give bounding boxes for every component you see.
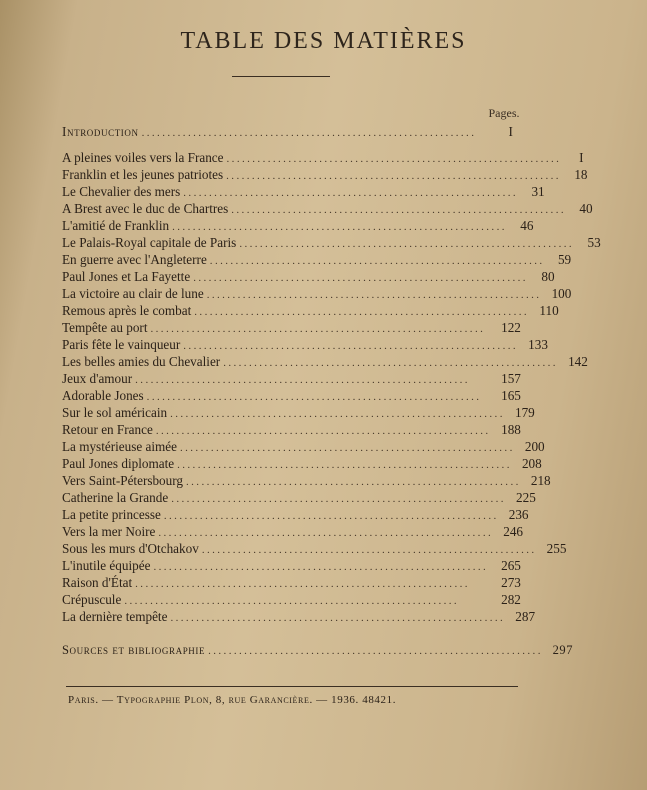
- toc-entry-title: Sous les murs d'Otchakov: [62, 541, 199, 556]
- toc-entry: [62, 574, 528, 591]
- toc-entry-page: 18: [574, 167, 588, 182]
- dot-leader: .................................................................: [183, 187, 519, 199]
- toc-entry-title: La victoire au clair de lune: [62, 286, 204, 301]
- dot-leader: .................................................................: [208, 645, 543, 657]
- toc-entry-page: 265: [501, 558, 521, 573]
- toc-entry-page: 142: [568, 354, 588, 369]
- toc-entry: [62, 183, 545, 200]
- dot-leader: .................................................................: [141, 127, 477, 139]
- toc-entry: [62, 557, 528, 574]
- toc-entry-title: Vers la mer Noire: [62, 524, 156, 539]
- toc-entry-page: 255: [546, 541, 567, 556]
- toc-entry-page: 53: [587, 235, 601, 250]
- dot-leader: .................................................................: [186, 476, 521, 488]
- toc-entry: [62, 455, 542, 472]
- toc-entry-title: L'inutile équipée: [62, 558, 151, 573]
- dot-leader: .................................................................: [206, 289, 542, 301]
- toc-entry-title: Vers Saint-Pétersbourg: [62, 473, 183, 488]
- toc-entry-page: 218: [530, 473, 551, 488]
- printer-imprint: Paris. — Typographie Plon, 8, rue Garancière. — 1936. 48421.: [68, 694, 397, 706]
- toc-entry-title: La petite princesse: [62, 507, 161, 522]
- toc-entry-page: 188: [501, 422, 521, 437]
- dot-leader: .................................................................: [209, 255, 545, 267]
- dot-leader: .................................................................: [163, 510, 499, 522]
- dot-leader: .................................................................: [231, 204, 566, 216]
- title-divider: [232, 76, 330, 77]
- toc-entry-title: Retour en France: [62, 422, 153, 437]
- toc-entry-page: 31: [531, 184, 545, 199]
- dot-leader: .................................................................: [135, 374, 470, 386]
- toc-entry-page: 110: [539, 303, 559, 318]
- dot-leader: .................................................................: [239, 238, 575, 250]
- toc-entry-title: Les belles amies du Chevalier: [62, 354, 221, 369]
- dot-leader: .................................................................: [194, 306, 530, 318]
- toc-entry-title: Le Chevalier des mers: [62, 184, 181, 199]
- dot-leader: .................................................................: [201, 544, 537, 556]
- toc-entry-title: Introduction: [62, 124, 139, 139]
- toc-entry-title: Paul Jones et La Fayette: [62, 269, 191, 284]
- toc-entry-title: Paul Jones diplomate: [62, 456, 175, 471]
- toc-entry-sources: [62, 642, 574, 659]
- toc-entry-title: Raison d'État: [62, 575, 133, 590]
- toc-entry: [62, 234, 601, 251]
- toc-entry-title: Adorable Jones: [62, 388, 144, 403]
- toc-entry-title: L'amitié de Franklin: [62, 218, 170, 233]
- toc-entry-page: 225: [516, 490, 536, 505]
- toc-entry-page: 100: [551, 286, 572, 301]
- toc-entry: [62, 319, 528, 336]
- toc-entry-page: 80: [541, 269, 555, 284]
- toc-entry-title: Sur le sol américain: [62, 405, 168, 420]
- dot-leader: .................................................................: [226, 153, 562, 165]
- toc-entry-title: A Brest avec le duc de Chartres: [62, 201, 229, 216]
- toc-entry: [62, 149, 584, 166]
- dot-leader: .................................................................: [193, 272, 528, 284]
- toc-entry-title: La mystérieuse aimée: [62, 439, 177, 454]
- toc-entry: [62, 336, 548, 353]
- toc-entry-page: 282: [501, 592, 521, 607]
- toc-entry-title: A pleines voiles vers la France: [62, 150, 224, 165]
- dot-leader: .................................................................: [223, 357, 558, 369]
- toc-entry-page: 122: [501, 320, 521, 335]
- toc-entry-page: 133: [528, 337, 548, 352]
- toc-entry: [62, 523, 528, 540]
- toc-entry: [62, 421, 528, 438]
- toc-entry-page: 165: [501, 388, 521, 403]
- toc-entry: [62, 489, 536, 506]
- toc-entry-page: 200: [524, 439, 545, 454]
- toc-entry: [62, 472, 551, 489]
- toc-entry: [62, 268, 555, 285]
- toc-entry: [62, 200, 593, 217]
- dot-leader: .................................................................: [170, 408, 505, 420]
- toc-entry-page: 59: [557, 252, 572, 267]
- toc-entry-introduction: [62, 123, 528, 140]
- toc-entry: [62, 506, 528, 523]
- toc-entry: [62, 251, 572, 268]
- toc-entry: [62, 438, 545, 455]
- toc-entry-page: 273: [501, 575, 521, 590]
- dot-leader: .................................................................: [124, 595, 460, 607]
- toc-entry-title: En guerre avec l'Angleterre: [62, 252, 207, 267]
- dot-leader: .................................................................: [172, 221, 507, 233]
- toc-entry-title: La dernière tempête: [62, 609, 168, 624]
- dot-leader: .................................................................: [171, 493, 506, 505]
- toc-entry-page: 287: [515, 609, 536, 624]
- toc-entry-title: Tempête au port: [62, 320, 148, 335]
- dot-leader: .................................................................: [177, 459, 512, 471]
- toc-entry: [62, 353, 588, 370]
- dot-leader: .................................................................: [170, 612, 506, 624]
- toc-entry: [62, 302, 559, 319]
- dot-leader: .................................................................: [153, 561, 489, 573]
- toc-entry-page: 40: [579, 201, 593, 216]
- toc-entry-title: Remous après le combat: [62, 303, 192, 318]
- dot-leader: .................................................................: [226, 170, 561, 182]
- dot-leader: .................................................................: [146, 391, 482, 403]
- toc-entry-page: 246: [503, 524, 524, 539]
- dot-leader: .................................................................: [179, 442, 515, 454]
- toc-entry: [62, 387, 528, 404]
- pages-column-header: Pages.: [488, 106, 520, 120]
- toc-entry: [62, 166, 588, 183]
- dot-leader: .................................................................: [155, 425, 491, 437]
- toc-entry-page: 236: [508, 507, 529, 522]
- toc-entry: [62, 608, 536, 625]
- toc-entry: [62, 404, 535, 421]
- toc-entry-page: 157: [501, 371, 521, 386]
- toc-entry-title: Paris fête le vainqueur: [62, 337, 181, 352]
- toc-entry-page: 179: [514, 405, 535, 420]
- toc-entry-title: Le Palais-Royal capitale de Paris: [62, 235, 237, 250]
- dot-leader: .................................................................: [135, 578, 470, 590]
- toc-entry-page: 297: [552, 643, 574, 657]
- toc-entry-title: Sources et bibliographie: [62, 643, 206, 657]
- toc-entry-title: Franklin et les jeunes patriotes: [62, 167, 224, 182]
- toc-entry-title: Catherine la Grande: [62, 490, 169, 505]
- dot-leader: .................................................................: [183, 340, 519, 352]
- toc-entry-page: 46: [520, 218, 534, 233]
- toc-entry-title: Jeux d'amour: [62, 371, 133, 386]
- toc-entry-title: Crépuscule: [62, 592, 122, 607]
- page-title: TABLE DES MATIÈRES: [180, 28, 467, 54]
- toc-entry-page: 208: [521, 456, 542, 471]
- toc-entry: [62, 285, 572, 302]
- dot-leader: .................................................................: [158, 527, 494, 539]
- footer-divider: [66, 686, 518, 687]
- toc-entry: [62, 217, 534, 234]
- toc-entry-page: I: [579, 150, 584, 165]
- dot-leader: .................................................................: [150, 323, 486, 335]
- toc-entry: [62, 540, 567, 557]
- toc-entry: [62, 370, 528, 387]
- toc-entry: [62, 591, 528, 608]
- toc-entry-page: I: [508, 124, 514, 139]
